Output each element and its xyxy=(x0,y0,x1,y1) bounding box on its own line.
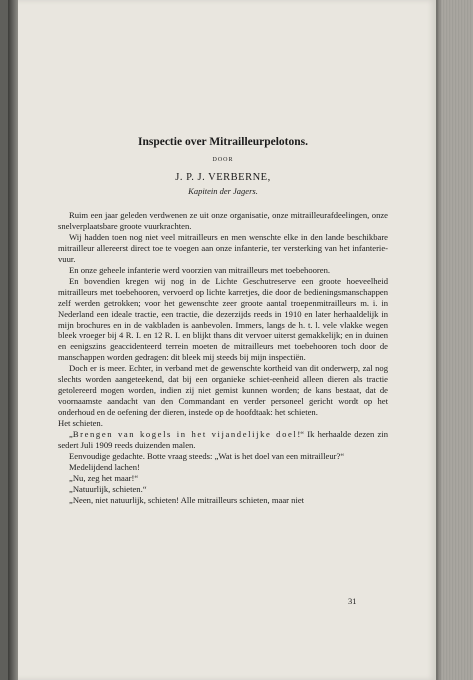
page-number: 31 xyxy=(348,596,357,606)
author-rank: Kapitein der Jagers. xyxy=(188,186,258,196)
dialogue-line: „Neen, niet natuurlijk, schieten! Alle mitrailleurs schieten, maar niet xyxy=(69,494,305,505)
paragraph: Ruim een jaar geleden verdwenen ze uit onze organisatie, onze mitrailleurafdeelingen, onze snelverplaatsbare groote vuurkrachten. xyxy=(58,210,388,231)
dialogue-line: „Nu, zeg het maar!“ xyxy=(69,472,139,483)
paragraph: En bovendien kregen wij nog in de Lichte Geschutreserve een groote hoeveelheid mitrailleurs met toebehooren, vervoerd op lichte karretjes, die door de bedieningsmanschappen zelf werden getrokken; voor het gewenschte zeer groote aantal troepenmitrailleurs m. i. in Nederland een ideale tractie, een tractie, die dezerzijds reeds in 1910 en later herhaaldelijk in mijn brochures en in de vakbladen is aanbevolen. Immers, langs de h. t. l. vele vlakke wegen bleek vroeger bij 4 R. I. en 12 R. I. en blijkt thans dit vervoer uiterst gemakkelijk; en in duinen en eenigszins geaccidenteerd terrein moeten de mitrailleurs met toebehooren toch door de manschappen worden gedragen: dit bleek mij steeds bij mijn inspectiën. xyxy=(58,275,388,363)
paragraph: Doch er is meer. Echter, in verband met de gewenschte kortheid van dit onderwerp, zal nog slechts worden aangeteekend, dat bij een organieke schiet-eenheid alleen dieren als tractie getolereerd mogen worden, indien zij niet gemist kunnen worden; de kans bestaat, dat de voornaamste aandacht van den Commandant en verder personeel gericht wordt op het onderhoud en de oefening der dieren, instede op de hoofdtaak: het schieten. xyxy=(58,363,388,418)
dialogue-line: Eenvoudige gedachte. Botte vraag steeds: „Wat is het doel van een mitrailleur?“ xyxy=(69,450,345,461)
paragraph: Het schieten. xyxy=(58,418,103,429)
paragraph: Wij hadden toen nog niet veel mitrailleurs en men wenschte elke in den lande beschikbare mitrailleur allereerst direct toe te voegen aan onze infanterie, ter versterking van het infanterie-vuur. xyxy=(58,231,388,264)
dialogue-line: Medelijdend lachen! xyxy=(69,461,140,472)
paragraph: En onze geheele infanterie werd voorzien van mitrailleurs met toebehooren. xyxy=(69,264,331,275)
quote-paragraph xyxy=(58,429,388,451)
author-name: J. P. J. VERBERNE, xyxy=(175,172,271,183)
page-edge-shadow xyxy=(436,0,442,680)
quote-close: !“ Ik herhaalde dezen zin sedert Juli 1909 reeds duizenden malen. xyxy=(58,429,388,451)
article-title: Inspectie over Mitrailleurpelotons. xyxy=(137,136,309,148)
page-gutter-shadow xyxy=(8,0,18,680)
dialogue-line: „Natuurlijk, schieten.“ xyxy=(69,483,147,494)
article-body xyxy=(58,210,388,506)
quote-spaced-text: Brengen van kogels in het vijandelijke doel xyxy=(72,429,298,440)
byline-label: DOOR xyxy=(212,157,234,163)
book-page xyxy=(8,0,436,680)
quote-open: „ xyxy=(69,429,73,440)
